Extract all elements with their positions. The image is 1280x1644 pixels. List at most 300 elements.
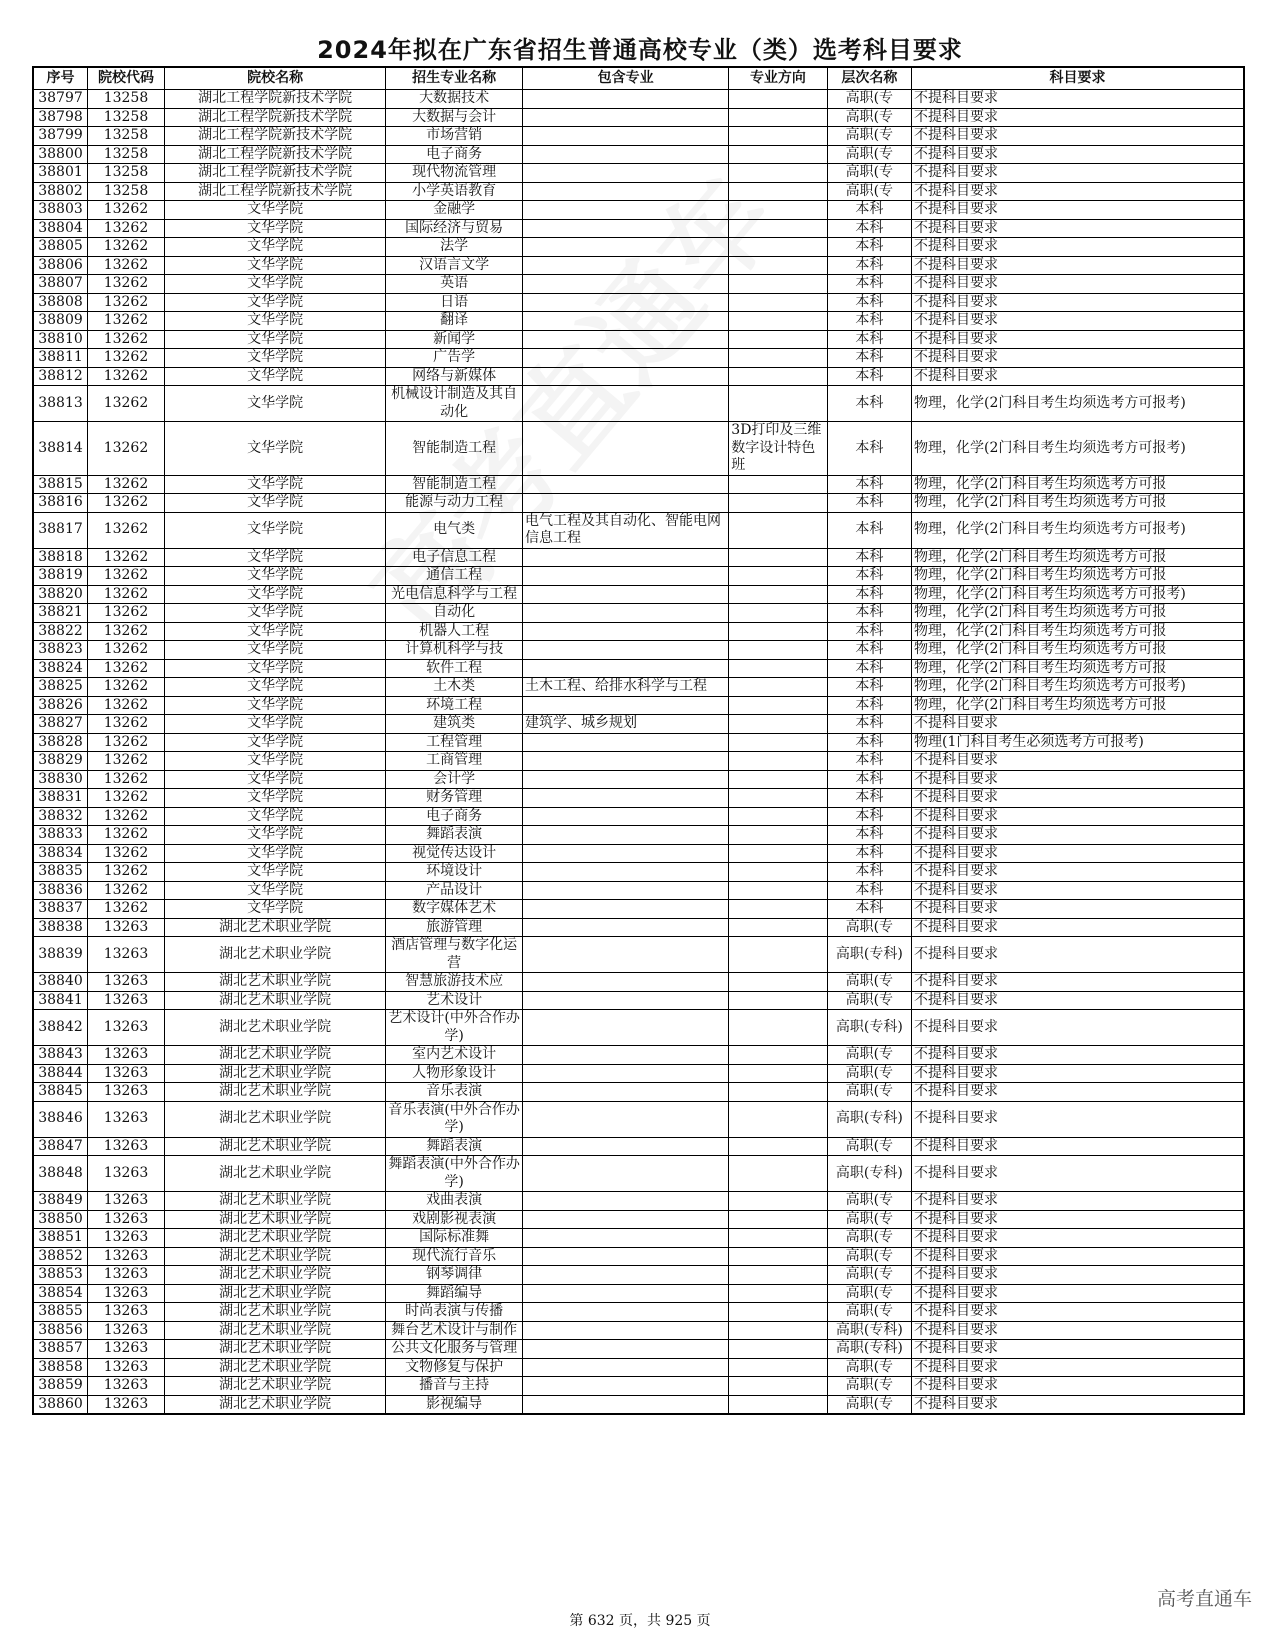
cell-level: 高职(专: [827, 1046, 911, 1065]
cell-requirement: 不提科目要求: [912, 789, 1244, 808]
cell-school-code: 13263: [88, 1210, 165, 1229]
table-row: [33, 312, 1244, 331]
table-row: [33, 900, 1244, 919]
table-row: [33, 715, 1244, 734]
cell-index: 38852: [33, 1247, 88, 1266]
cell-included-majors: [523, 1010, 729, 1046]
cell-direction: [729, 733, 827, 752]
cell-direction: [729, 567, 827, 586]
cell-major-name: 会计学: [386, 770, 523, 789]
cell-direction: [729, 349, 827, 368]
cell-requirement: 不提科目要求: [912, 219, 1244, 238]
cell-index: 38819: [33, 567, 88, 586]
cell-major-name: 人物形象设计: [386, 1064, 523, 1083]
table-row: [33, 422, 1244, 476]
table-header-row: [33, 67, 1244, 90]
cell-level: 本科: [827, 715, 911, 734]
page-number: 第 632 页，共 925 页: [569, 1613, 711, 1629]
cell-level: 高职(专科): [827, 1010, 911, 1046]
cell-index: 38817: [33, 512, 88, 548]
table-row: [33, 1340, 1244, 1359]
cell-level: 本科: [827, 330, 911, 349]
table-row: [33, 475, 1244, 494]
table-row: [33, 567, 1244, 586]
cell-level: 高职(专科): [827, 1340, 911, 1359]
cell-direction: [729, 1064, 827, 1083]
cell-school-code: 13262: [88, 475, 165, 494]
cell-major-name: 广告学: [386, 349, 523, 368]
table-row: [33, 973, 1244, 992]
cell-major-name: 土木类: [386, 678, 523, 697]
table-row: [33, 1377, 1244, 1396]
cell-major-name: 智慧旅游技术应: [386, 973, 523, 992]
cell-index: 38843: [33, 1046, 88, 1065]
cell-included-majors: [523, 1358, 729, 1377]
cell-index: 38800: [33, 145, 88, 164]
cell-school-name: 湖北艺术职业学院: [164, 1266, 385, 1285]
cell-school-name: 文华学院: [164, 494, 385, 513]
cell-school-code: 13263: [88, 1358, 165, 1377]
cell-school-code: 13262: [88, 715, 165, 734]
col-header-school-code: 院校代码: [88, 67, 165, 90]
cell-school-name: 文华学院: [164, 567, 385, 586]
cell-school-code: 13262: [88, 330, 165, 349]
cell-requirement: 物理，化学(2门科目考生均须选考方可报考): [912, 422, 1244, 476]
cell-level: 本科: [827, 548, 911, 567]
cell-school-code: 13262: [88, 494, 165, 513]
cell-major-name: 机械设计制造及其自动化: [386, 386, 523, 422]
table-row: [33, 1395, 1244, 1414]
cell-school-code: 13262: [88, 863, 165, 882]
cell-school-name: 湖北艺术职业学院: [164, 973, 385, 992]
table-row: [33, 1303, 1244, 1322]
table-row: [33, 678, 1244, 697]
cell-major-name: 视觉传达设计: [386, 844, 523, 863]
cell-direction: [729, 1137, 827, 1156]
cell-included-majors: [523, 789, 729, 808]
cell-level: 本科: [827, 256, 911, 275]
cell-school-name: 湖北艺术职业学院: [164, 1303, 385, 1322]
cell-school-code: 13258: [88, 90, 165, 109]
cell-school-name: 文华学院: [164, 881, 385, 900]
cell-requirement: 物理，化学(2门科目考生均须选考方可报考): [912, 512, 1244, 548]
cell-index: 38812: [33, 367, 88, 386]
cell-requirement: 不提科目要求: [912, 1284, 1244, 1303]
cell-direction: [729, 1284, 827, 1303]
cell-direction: [729, 275, 827, 294]
cell-school-name: 湖北艺术职业学院: [164, 1340, 385, 1359]
table-row: [33, 330, 1244, 349]
cell-major-name: 现代流行音乐: [386, 1247, 523, 1266]
cell-direction: [729, 622, 827, 641]
cell-included-majors: [523, 622, 729, 641]
cell-major-name: 酒店管理与数字化运营: [386, 937, 523, 973]
cell-index: 38851: [33, 1229, 88, 1248]
cell-included-majors: [523, 1083, 729, 1102]
cell-index: 38810: [33, 330, 88, 349]
cell-requirement: 不提科目要求: [912, 349, 1244, 368]
cell-included-majors: [523, 475, 729, 494]
cell-index: 38856: [33, 1321, 88, 1340]
cell-school-code: 13263: [88, 973, 165, 992]
cell-direction: [729, 145, 827, 164]
table-row: [33, 918, 1244, 937]
cell-included-majors: [523, 108, 729, 127]
cell-school-code: 13262: [88, 349, 165, 368]
cell-level: 高职(专: [827, 108, 911, 127]
cell-requirement: 不提科目要求: [912, 1064, 1244, 1083]
cell-direction: [729, 991, 827, 1010]
cell-requirement: 不提科目要求: [912, 863, 1244, 882]
cell-requirement: 物理，化学(2门科目考生均须选考方可报: [912, 475, 1244, 494]
cell-level: 高职(专科): [827, 1156, 911, 1192]
cell-index: 38815: [33, 475, 88, 494]
cell-direction: [729, 770, 827, 789]
cell-level: 本科: [827, 696, 911, 715]
cell-school-name: 湖北工程学院新技术学院: [164, 127, 385, 146]
cell-direction: [729, 127, 827, 146]
cell-major-name: 网络与新媒体: [386, 367, 523, 386]
cell-level: 高职(专科): [827, 1321, 911, 1340]
cell-index: 38831: [33, 789, 88, 808]
cell-level: 本科: [827, 585, 911, 604]
cell-included-majors: [523, 770, 729, 789]
cell-direction: [729, 826, 827, 845]
cell-school-code: 13263: [88, 1340, 165, 1359]
cell-requirement: 不提科目要求: [912, 1321, 1244, 1340]
cell-school-code: 13262: [88, 367, 165, 386]
cell-direction: [729, 696, 827, 715]
col-header-subject-requirement: 科目要求: [912, 67, 1244, 90]
cell-requirement: 不提科目要求: [912, 1010, 1244, 1046]
cell-major-name: 计算机科学与技: [386, 641, 523, 660]
cell-level: 高职(专: [827, 1137, 911, 1156]
cell-included-majors: [523, 312, 729, 331]
cell-major-name: 国际经济与贸易: [386, 219, 523, 238]
cell-school-name: 湖北艺术职业学院: [164, 1137, 385, 1156]
cell-level: 高职(专: [827, 1210, 911, 1229]
cell-level: 本科: [827, 275, 911, 294]
cell-school-code: 13263: [88, 1395, 165, 1414]
table-row: [33, 659, 1244, 678]
cell-school-name: 文华学院: [164, 422, 385, 476]
cell-included-majors: [523, 900, 729, 919]
cell-level: 本科: [827, 475, 911, 494]
page-title: 2024年拟在广东省招生普通高校专业（类）选考科目要求: [317, 36, 963, 64]
cell-index: 38808: [33, 293, 88, 312]
cell-school-name: 湖北艺术职业学院: [164, 991, 385, 1010]
table-row: [33, 1064, 1244, 1083]
cell-included-majors: [523, 1377, 729, 1396]
cell-level: 本科: [827, 494, 911, 513]
cell-school-name: 湖北艺术职业学院: [164, 1377, 385, 1396]
cell-school-name: 文华学院: [164, 512, 385, 548]
cell-school-name: 湖北艺术职业学院: [164, 1192, 385, 1211]
cell-included-majors: [523, 127, 729, 146]
table-row: [33, 164, 1244, 183]
cell-included-majors: [523, 752, 729, 771]
cell-major-name: 电子商务: [386, 807, 523, 826]
table-row: [33, 826, 1244, 845]
cell-direction: [729, 844, 827, 863]
cell-school-code: 13262: [88, 293, 165, 312]
cell-index: 38814: [33, 422, 88, 476]
cell-index: 38804: [33, 219, 88, 238]
cell-requirement: 不提科目要求: [912, 1229, 1244, 1248]
cell-included-majors: [523, 1046, 729, 1065]
cell-school-code: 13262: [88, 659, 165, 678]
cell-index: 38826: [33, 696, 88, 715]
cell-major-name: 智能制造工程: [386, 475, 523, 494]
cell-included-majors: [523, 349, 729, 368]
cell-level: 高职(专: [827, 164, 911, 183]
cell-school-code: 13263: [88, 1247, 165, 1266]
cell-requirement: 不提科目要求: [912, 1247, 1244, 1266]
cell-requirement: 不提科目要求: [912, 807, 1244, 826]
cell-direction: [729, 1046, 827, 1065]
cell-school-code: 13263: [88, 1229, 165, 1248]
cell-school-name: 文华学院: [164, 622, 385, 641]
cell-major-name: 公共文化服务与管理: [386, 1340, 523, 1359]
cell-direction: [729, 678, 827, 697]
col-header-major-name: 招生专业名称: [386, 67, 523, 90]
cell-major-name: 大数据与会计: [386, 108, 523, 127]
cell-level: 本科: [827, 238, 911, 257]
table-row: [33, 1083, 1244, 1102]
cell-school-name: 文华学院: [164, 715, 385, 734]
cell-index: 38835: [33, 863, 88, 882]
cell-level: 高职(专: [827, 1064, 911, 1083]
cell-major-name: 时尚表演与传播: [386, 1303, 523, 1322]
cell-included-majors: [523, 991, 729, 1010]
cell-index: 38832: [33, 807, 88, 826]
cell-direction: [729, 90, 827, 109]
cell-requirement: 不提科目要求: [912, 1137, 1244, 1156]
cell-level: 本科: [827, 349, 911, 368]
cell-level: 高职(专: [827, 973, 911, 992]
cell-requirement: 不提科目要求: [912, 367, 1244, 386]
cell-included-majors: [523, 293, 729, 312]
cell-included-majors: 电气工程及其自动化、智能电网信息工程: [523, 512, 729, 548]
cell-school-name: 文华学院: [164, 275, 385, 294]
cell-level: 高职(专科): [827, 937, 911, 973]
cell-school-name: 文华学院: [164, 312, 385, 331]
cell-index: 38833: [33, 826, 88, 845]
cell-direction: [729, 367, 827, 386]
cell-school-name: 湖北艺术职业学院: [164, 1101, 385, 1137]
cell-major-name: 金融学: [386, 201, 523, 220]
cell-included-majors: [523, 145, 729, 164]
cell-school-name: 文华学院: [164, 826, 385, 845]
cell-level: 高职(专: [827, 1358, 911, 1377]
cell-level: 高职(专: [827, 1192, 911, 1211]
cell-school-code: 13262: [88, 386, 165, 422]
cell-level: 高职(专: [827, 1284, 911, 1303]
cell-level: 本科: [827, 807, 911, 826]
cell-index: 38847: [33, 1137, 88, 1156]
cell-school-code: 13262: [88, 696, 165, 715]
cell-requirement: 不提科目要求: [912, 1083, 1244, 1102]
table-row: [33, 238, 1244, 257]
cell-major-name: 工商管理: [386, 752, 523, 771]
table-row: [33, 1247, 1244, 1266]
cell-school-name: 文华学院: [164, 678, 385, 697]
cell-included-majors: [523, 164, 729, 183]
cell-included-majors: [523, 1247, 729, 1266]
cell-requirement: 不提科目要求: [912, 330, 1244, 349]
table-row: [33, 622, 1244, 641]
cell-school-code: 13258: [88, 145, 165, 164]
cell-index: 38825: [33, 678, 88, 697]
cell-level: 本科: [827, 604, 911, 623]
cell-school-name: 文华学院: [164, 585, 385, 604]
col-header-direction: 专业方向: [729, 67, 827, 90]
cell-school-name: 湖北工程学院新技术学院: [164, 108, 385, 127]
cell-major-name: 电子商务: [386, 145, 523, 164]
cell-requirement: 不提科目要求: [912, 844, 1244, 863]
cell-index: 38824: [33, 659, 88, 678]
cell-school-name: 文华学院: [164, 789, 385, 808]
cell-major-name: 建筑类: [386, 715, 523, 734]
cell-school-name: 湖北艺术职业学院: [164, 1210, 385, 1229]
cell-major-name: 工程管理: [386, 733, 523, 752]
cell-included-majors: [523, 1303, 729, 1322]
cell-major-name: 戏曲表演: [386, 1192, 523, 1211]
table-row: [33, 201, 1244, 220]
cell-requirement: 不提科目要求: [912, 770, 1244, 789]
cell-level: 本科: [827, 386, 911, 422]
cell-index: 38811: [33, 349, 88, 368]
cell-index: 38860: [33, 1395, 88, 1414]
cell-level: 本科: [827, 789, 911, 808]
table-row: [33, 1101, 1244, 1137]
cell-requirement: 物理，化学(2门科目考生均须选考方可报考): [912, 386, 1244, 422]
cell-index: 38854: [33, 1284, 88, 1303]
cell-school-code: 13263: [88, 1064, 165, 1083]
cell-major-name: 舞蹈编导: [386, 1284, 523, 1303]
cell-index: 38857: [33, 1340, 88, 1359]
cell-school-code: 13262: [88, 770, 165, 789]
cell-major-name: 能源与动力工程: [386, 494, 523, 513]
cell-major-name: 自动化: [386, 604, 523, 623]
cell-school-code: 13262: [88, 604, 165, 623]
cell-school-name: 文华学院: [164, 844, 385, 863]
cell-index: 38853: [33, 1266, 88, 1285]
cell-school-name: 湖北艺术职业学院: [164, 1083, 385, 1102]
cell-index: 38846: [33, 1101, 88, 1137]
cell-major-name: 大数据技术: [386, 90, 523, 109]
cell-level: 高职(专: [827, 1395, 911, 1414]
cell-index: 38838: [33, 918, 88, 937]
cell-level: 本科: [827, 770, 911, 789]
cell-direction: [729, 1303, 827, 1322]
cell-level: 本科: [827, 312, 911, 331]
cell-major-name: 智能制造工程: [386, 422, 523, 476]
cell-requirement: 物理(1门科目考生必须选考方可报考): [912, 733, 1244, 752]
cell-school-name: 湖北艺术职业学院: [164, 1395, 385, 1414]
cell-requirement: 物理，化学(2门科目考生均须选考方可报: [912, 548, 1244, 567]
cell-index: 38830: [33, 770, 88, 789]
table-row: [33, 1010, 1244, 1046]
cell-direction: [729, 201, 827, 220]
cell-direction: [729, 1395, 827, 1414]
cell-requirement: 不提科目要求: [912, 1303, 1244, 1322]
cell-index: 38849: [33, 1192, 88, 1211]
cell-included-majors: [523, 256, 729, 275]
cell-included-majors: [523, 918, 729, 937]
cell-index: 38836: [33, 881, 88, 900]
cell-school-code: 13262: [88, 512, 165, 548]
cell-school-code: 13262: [88, 678, 165, 697]
cell-major-name: 室内艺术设计: [386, 1046, 523, 1065]
cell-requirement: 物理，化学(2门科目考生均须选考方可报: [912, 622, 1244, 641]
cell-school-code: 13263: [88, 1156, 165, 1192]
cell-major-name: 艺术设计(中外合作办学): [386, 1010, 523, 1046]
cell-included-majors: [523, 826, 729, 845]
cell-included-majors: [523, 367, 729, 386]
cell-included-majors: [523, 1156, 729, 1192]
cell-school-name: 湖北艺术职业学院: [164, 1046, 385, 1065]
cell-included-majors: [523, 604, 729, 623]
cell-school-code: 13263: [88, 1192, 165, 1211]
cell-school-code: 13262: [88, 733, 165, 752]
cell-major-name: 舞蹈表演(中外合作办学): [386, 1156, 523, 1192]
cell-included-majors: [523, 641, 729, 660]
cell-included-majors: [523, 696, 729, 715]
cell-direction: [729, 108, 827, 127]
table-row: [33, 256, 1244, 275]
cell-school-code: 13262: [88, 881, 165, 900]
cell-major-name: 舞蹈表演: [386, 826, 523, 845]
cell-index: 38797: [33, 90, 88, 109]
cell-direction: [729, 1101, 827, 1137]
table-row: [33, 367, 1244, 386]
cell-school-code: 13263: [88, 1010, 165, 1046]
cell-included-majors: [523, 201, 729, 220]
cell-included-majors: [523, 807, 729, 826]
cell-index: 38818: [33, 548, 88, 567]
cell-level: 高职(专: [827, 1083, 911, 1102]
cell-index: 38848: [33, 1156, 88, 1192]
cell-requirement: 不提科目要求: [912, 937, 1244, 973]
cell-requirement: 不提科目要求: [912, 145, 1244, 164]
cell-requirement: 不提科目要求: [912, 752, 1244, 771]
cell-school-code: 13263: [88, 1101, 165, 1137]
cell-level: 高职(专: [827, 127, 911, 146]
cell-direction: [729, 973, 827, 992]
cell-major-name: 日语: [386, 293, 523, 312]
cell-included-majors: [523, 386, 729, 422]
cell-major-name: 旅游管理: [386, 918, 523, 937]
cell-major-name: 软件工程: [386, 659, 523, 678]
cell-included-majors: [523, 881, 729, 900]
table-row: [33, 604, 1244, 623]
table-row: [33, 275, 1244, 294]
cell-school-name: 文华学院: [164, 696, 385, 715]
cell-school-code: 13263: [88, 1137, 165, 1156]
cell-requirement: 不提科目要求: [912, 293, 1244, 312]
cell-direction: [729, 881, 827, 900]
cell-major-name: 汉语言文学: [386, 256, 523, 275]
table-row: [33, 1229, 1244, 1248]
cell-level: 本科: [827, 752, 911, 771]
cell-index: 38859: [33, 1377, 88, 1396]
cell-requirement: 不提科目要求: [912, 238, 1244, 257]
cell-direction: [729, 219, 827, 238]
cell-requirement: 不提科目要求: [912, 90, 1244, 109]
cell-major-name: 市场营销: [386, 127, 523, 146]
cell-major-name: 电子信息工程: [386, 548, 523, 567]
